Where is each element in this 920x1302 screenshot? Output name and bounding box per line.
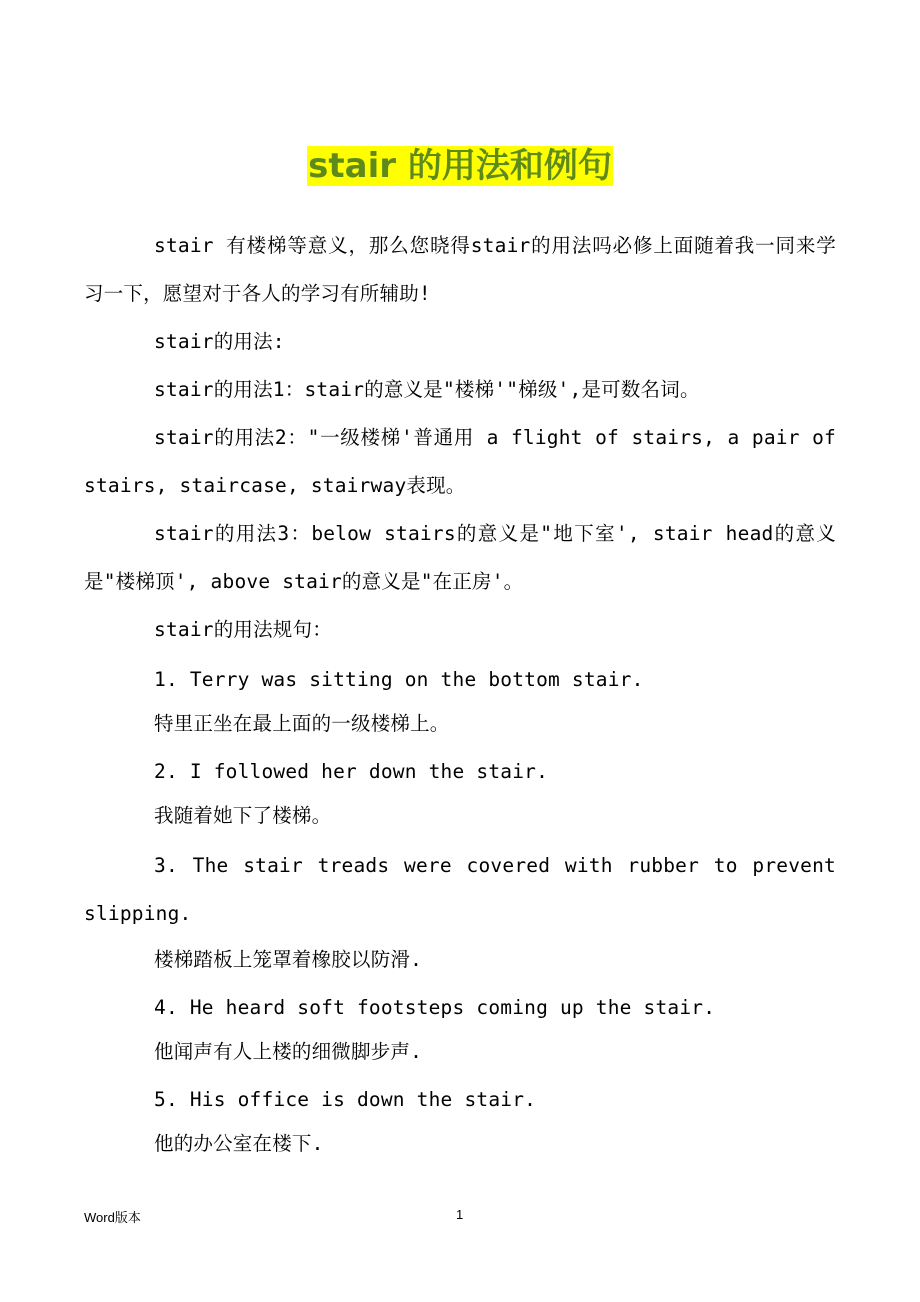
example-english: 1. Terry was sitting on the bottom stair. — [154, 668, 644, 691]
usage-item: stair的用法1：stair的意义是"楼梯'"梯级',是可数名词。 — [154, 378, 700, 401]
example-english: 2. I followed her down the stair. — [154, 760, 549, 783]
title-highlight: stair 的用法和例句 — [308, 146, 612, 186]
footer-label: Word版本 — [84, 1210, 141, 1225]
example-chinese: 他的办公室在楼下. — [154, 1132, 324, 1155]
example-chinese: 我随着她下了楼梯。 — [154, 804, 332, 827]
example-english: 3. The stair treads were covered with rubber to prevent slipping. — [84, 854, 836, 925]
example-english: 5. His office is down the stair. — [154, 1088, 537, 1111]
page-number: 1 — [456, 1207, 464, 1222]
document-body — [84, 222, 836, 1166]
example-chinese: 楼梯踏板上笼罩着橡胶以防滑. — [154, 948, 423, 971]
example-chinese: 特里正坐在最上面的一级楼梯上。 — [154, 712, 450, 735]
usage-item: stair的用法3：below stairs的意义是"地下室', stair head的意义是"楼梯顶', above stair的意义是"在正房'。 — [84, 522, 836, 593]
usage-item: stair的用法2："一级楼梯'普通用 a flight of stairs, a pair of stairs, staircase, stairway表现。 — [84, 426, 836, 497]
example-english: 4. He heard soft footsteps coming up the stair. — [154, 996, 716, 1019]
title-container — [0, 140, 920, 192]
usage-heading: stair的用法: — [154, 330, 285, 353]
example-chinese: 他闻声有人上楼的细微脚步声. — [154, 1040, 423, 1063]
intro-paragraph: stair 有楼梯等意义，那么您晓得stair的用法吗必修上面随着我一同来学习一下，愿望对于各人的学习有所辅助! — [84, 234, 836, 305]
examples-heading: stair的用法规句： — [154, 618, 332, 641]
page-title — [305, 140, 615, 192]
